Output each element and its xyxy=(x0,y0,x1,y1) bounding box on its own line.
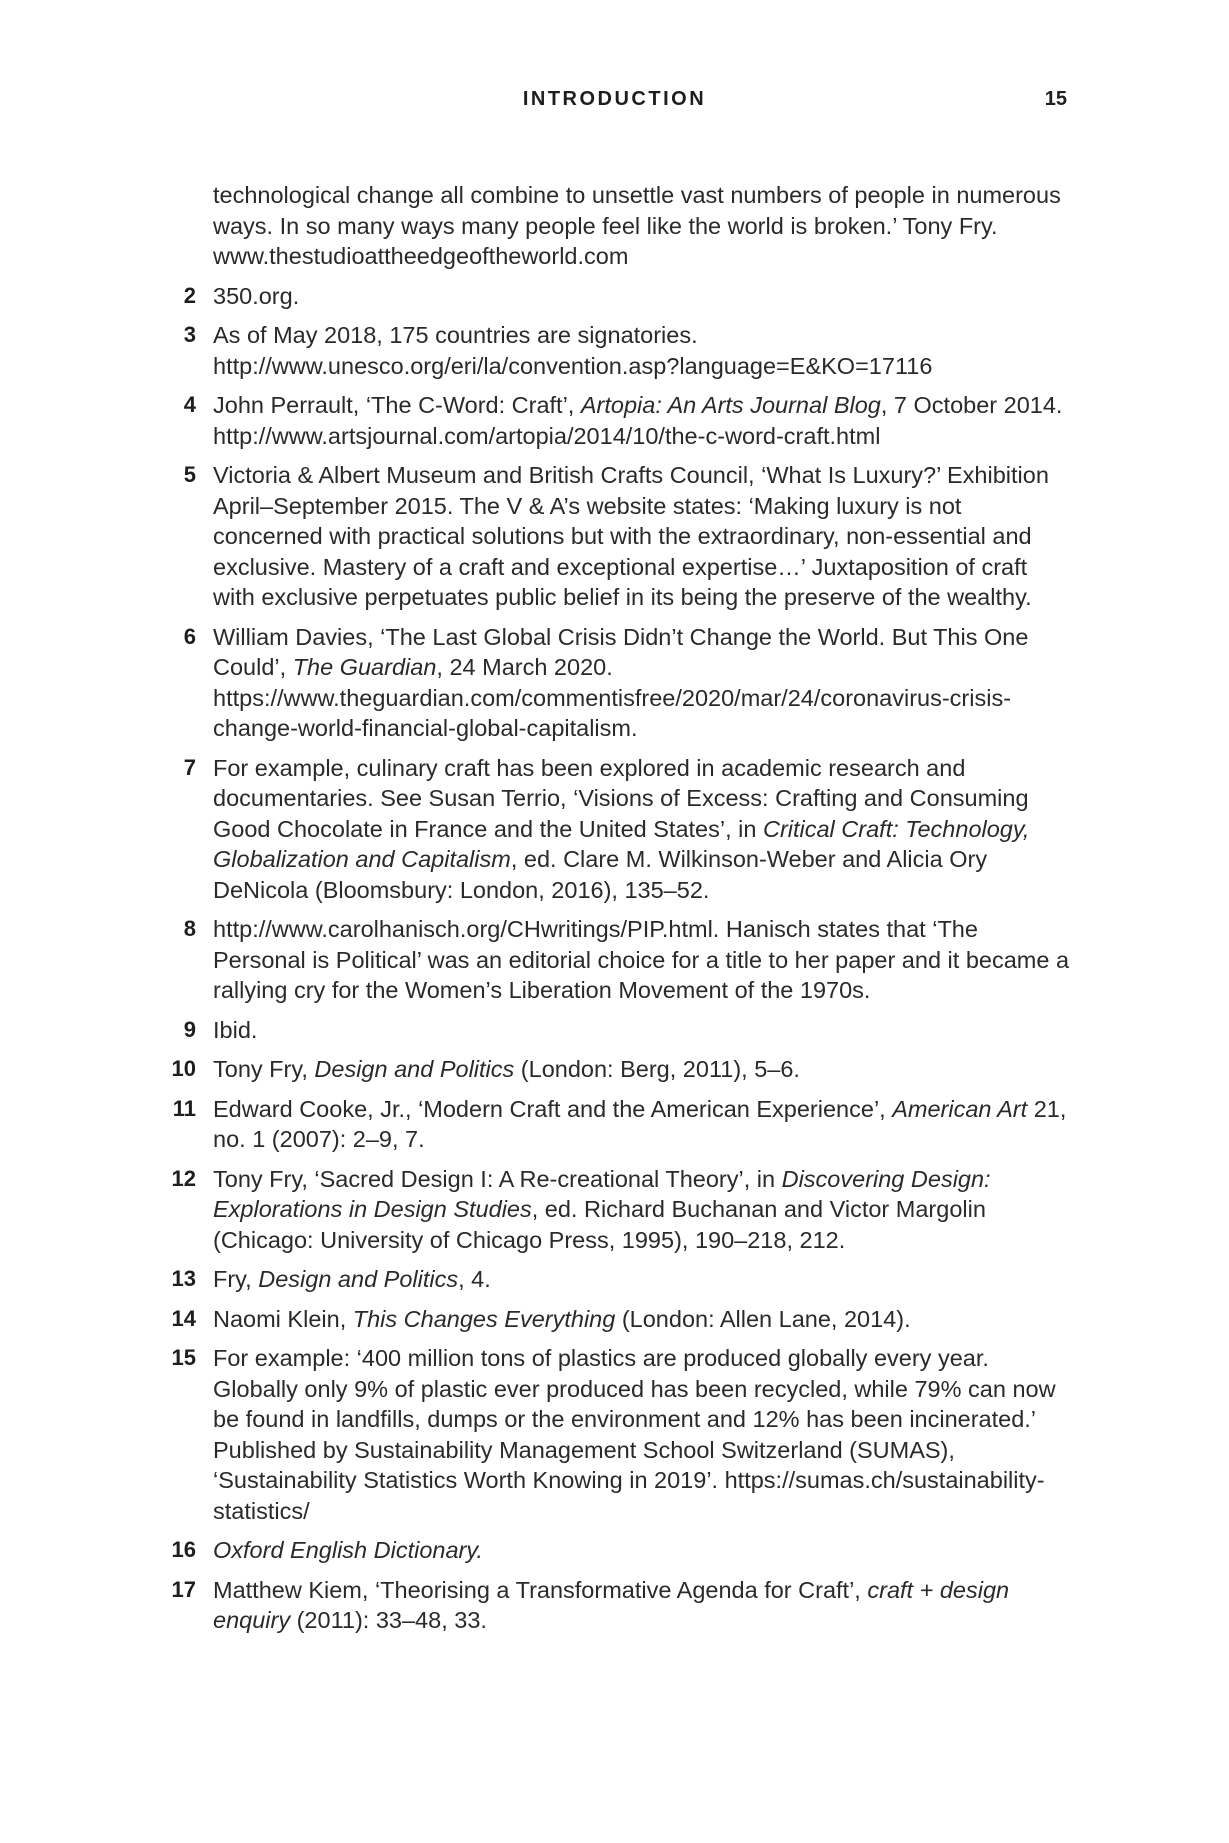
endnote xyxy=(0,460,1229,613)
endnote-text xyxy=(213,390,1075,451)
endnote-text-segment: (London: Berg, 2011), 5–6. xyxy=(514,1056,800,1082)
endnote-text-segment: As of May 2018, 175 countries are signatories. http://www.unesco.org/eri/la/convention.asp?language=E&KO=17116 xyxy=(213,322,933,379)
endnote-number: 8 xyxy=(183,916,196,941)
endnote-number: 5 xyxy=(183,462,196,487)
endnote-text-segment: For example: ‘400 million tons of plastics are produced globally every year. Globally only 9% of plastic ever produced has been recycled, while 79% can now be found in landfills, dumps or the environment and 12% has been incinerated.’ Published by Sustainability Management School Switzerland (SUMAS), ‘Sustainability Statistics Worth Knowing in 2019’. https://sumas.ch/sustainability-statistics/ xyxy=(213,1345,1056,1524)
endnote-text-segment: , 24 March 2020. https://www.theguardian.com/commentisfree/2020/mar/24/coronavirus-crisis-change-world-financial-global-capitalism. xyxy=(213,654,1012,741)
endnote-text-segment: William Davies, ‘The Last Global Crisis Didn’t Change the World. But This One Could’, xyxy=(213,623,1029,680)
endnote-text-segment: 350.org. xyxy=(213,282,300,309)
endnote xyxy=(0,1343,1229,1526)
endnote-text-segment: (London: Allen Lane, 2014). xyxy=(615,1305,911,1332)
endnote-text xyxy=(213,1343,1075,1526)
endnote-number: 2 xyxy=(183,282,196,308)
endnote-number: 4 xyxy=(183,392,196,417)
endnote-text xyxy=(213,1094,1075,1155)
endnote xyxy=(0,914,1229,1006)
endnote-title-italic: The Guardian xyxy=(292,654,437,680)
endnote-text xyxy=(213,281,1075,312)
endnote-text xyxy=(213,460,1075,613)
endnote-number: 10 xyxy=(171,1056,196,1081)
endnote-text-segment: Tony Fry, ‘Sacred Design I: A Re-creational Theory’, in xyxy=(213,1165,782,1192)
page-number: 15 xyxy=(1044,88,1067,110)
endnote-text xyxy=(213,1304,1075,1335)
endnote-text xyxy=(213,1264,1075,1295)
endnote-text xyxy=(213,1054,1075,1085)
endnote-text-segment: For example, culinary craft has been explored in academic research and documentaries. See Susan Terrio, ‘Visions of Excess: Crafting and Consuming Good Chocolate in France and the United States’, in xyxy=(213,754,1029,842)
endnote-text-segment: Naomi Klein, xyxy=(213,1305,353,1332)
endnote-title-italic: Design and Politics xyxy=(258,1266,459,1292)
endnote-text-segment: (2011): 33–48, 33. xyxy=(290,1607,487,1633)
endnote-text-segment: Ibid. xyxy=(213,1016,258,1043)
endnotes-list xyxy=(0,180,1229,1645)
endnote xyxy=(0,281,1229,312)
endnote-text xyxy=(213,914,1075,1006)
endnote-text xyxy=(213,1575,1075,1636)
endnote xyxy=(0,1264,1229,1295)
endnote-text-segment: Edward Cooke, Jr., ‘Modern Craft and the American Experience’, xyxy=(213,1095,893,1122)
endnote-text-segment: Tony Fry, xyxy=(213,1056,315,1082)
endnote-text-segment: Fry, xyxy=(213,1266,259,1292)
endnote xyxy=(0,622,1229,744)
endnote-number: 7 xyxy=(183,754,196,780)
endnote-number: 9 xyxy=(183,1016,196,1042)
endnote-title-italic: craft + design enquiry xyxy=(213,1576,1010,1633)
endnote xyxy=(0,1054,1229,1085)
endnote-title-italic: Artopia: An Arts Journal Blog xyxy=(580,392,881,418)
endnote-number: 3 xyxy=(183,322,196,347)
endnote-text-segment: , 7 October 2014. http://www.artsjournal.com/artopia/2014/10/the-c-word-craft.html xyxy=(213,392,1063,449)
endnote xyxy=(0,390,1229,451)
endnote-title-italic: American Art xyxy=(892,1095,1028,1122)
running-title: INTRODUCTION xyxy=(522,88,707,110)
endnote-text xyxy=(213,1535,1075,1566)
endnote-text-segment: , ed. Richard Buchanan and Victor Margolin (Chicago: University of Chicago Press, 1995), 190–218, 212. xyxy=(213,1196,986,1253)
endnote-text-segment: , 4. xyxy=(458,1266,491,1292)
endnote-title-italic: Design and Politics xyxy=(314,1056,515,1082)
endnote xyxy=(0,320,1229,381)
endnote-text-segment: John Perrault, ‘The C-Word: Craft’, xyxy=(213,392,581,418)
endnote xyxy=(0,753,1229,906)
endnote-number: 6 xyxy=(183,623,196,649)
endnote-text xyxy=(213,753,1075,906)
endnote xyxy=(0,1575,1229,1636)
endnote-title-italic: Discovering Design: Explorations in Design Studies xyxy=(213,1165,991,1222)
endnote-text-segment: , ed. Clare M. Wilkinson-Weber and Alicia Ory DeNicola (Bloomsbury: London, 2016), 135–52. xyxy=(213,846,988,903)
endnote-number: 15 xyxy=(171,1345,196,1370)
endnote-number: 13 xyxy=(171,1266,196,1291)
endnote-number: 12 xyxy=(171,1165,196,1191)
endnote-number: 14 xyxy=(171,1305,196,1331)
endnote-text xyxy=(213,320,1075,381)
endnote-text-segment: 21, no. 1 (2007): 2–9, 7. xyxy=(213,1095,1067,1152)
endnote xyxy=(0,1015,1229,1046)
endnote xyxy=(0,1304,1229,1335)
endnote xyxy=(0,1535,1229,1566)
note-continuation: technological change all combine to unsettle vast numbers of people in numerous ways. In so many ways many people feel like the world is broken.’ Tony Fry. www.thestudioattheedgeoftheworld.com xyxy=(213,182,1061,269)
endnote-text xyxy=(213,1015,1075,1046)
endnote xyxy=(0,1164,1229,1256)
endnote-title-italic: Oxford English Dictionary. xyxy=(213,1537,483,1563)
endnote-text-segment: http://www.carolhanisch.org/CHwritings/PIP.html. Hanisch states that ‘The Personal is Political’ was an editorial choice for a title to her paper and it became a rallying cry for the Women’s Liberation Movement of the 1970s. xyxy=(213,916,1070,1003)
running-head xyxy=(0,88,1229,116)
endnote-text xyxy=(213,622,1075,744)
endnote-title-italic: Critical Craft: Technology, Globalization and Capitalism xyxy=(213,815,1030,872)
endnote xyxy=(0,1094,1229,1155)
endnote-text-segment: Victoria & Albert Museum and British Crafts Council, ‘What Is Luxury?’ Exhibition April–September 2015. The V & A’s website states: ‘Making luxury is not concerned with practical solutions but with the extraordinary, non-essential and exclusive. Mastery of a craft and exceptional expertise…’ Juxtaposition of craft with exclusive perpetuates public belief in its being the preserve of the wealthy. xyxy=(213,462,1049,610)
endnote-text xyxy=(213,1164,1075,1256)
endnote-number: 16 xyxy=(171,1537,196,1562)
endnote-number: 17 xyxy=(171,1576,196,1602)
endnote-text-segment: Matthew Kiem, ‘Theorising a Transformative Agenda for Craft’, xyxy=(213,1576,868,1603)
endnote-number: 11 xyxy=(172,1095,196,1121)
endnote-title-italic: This Changes Everything xyxy=(352,1305,616,1332)
